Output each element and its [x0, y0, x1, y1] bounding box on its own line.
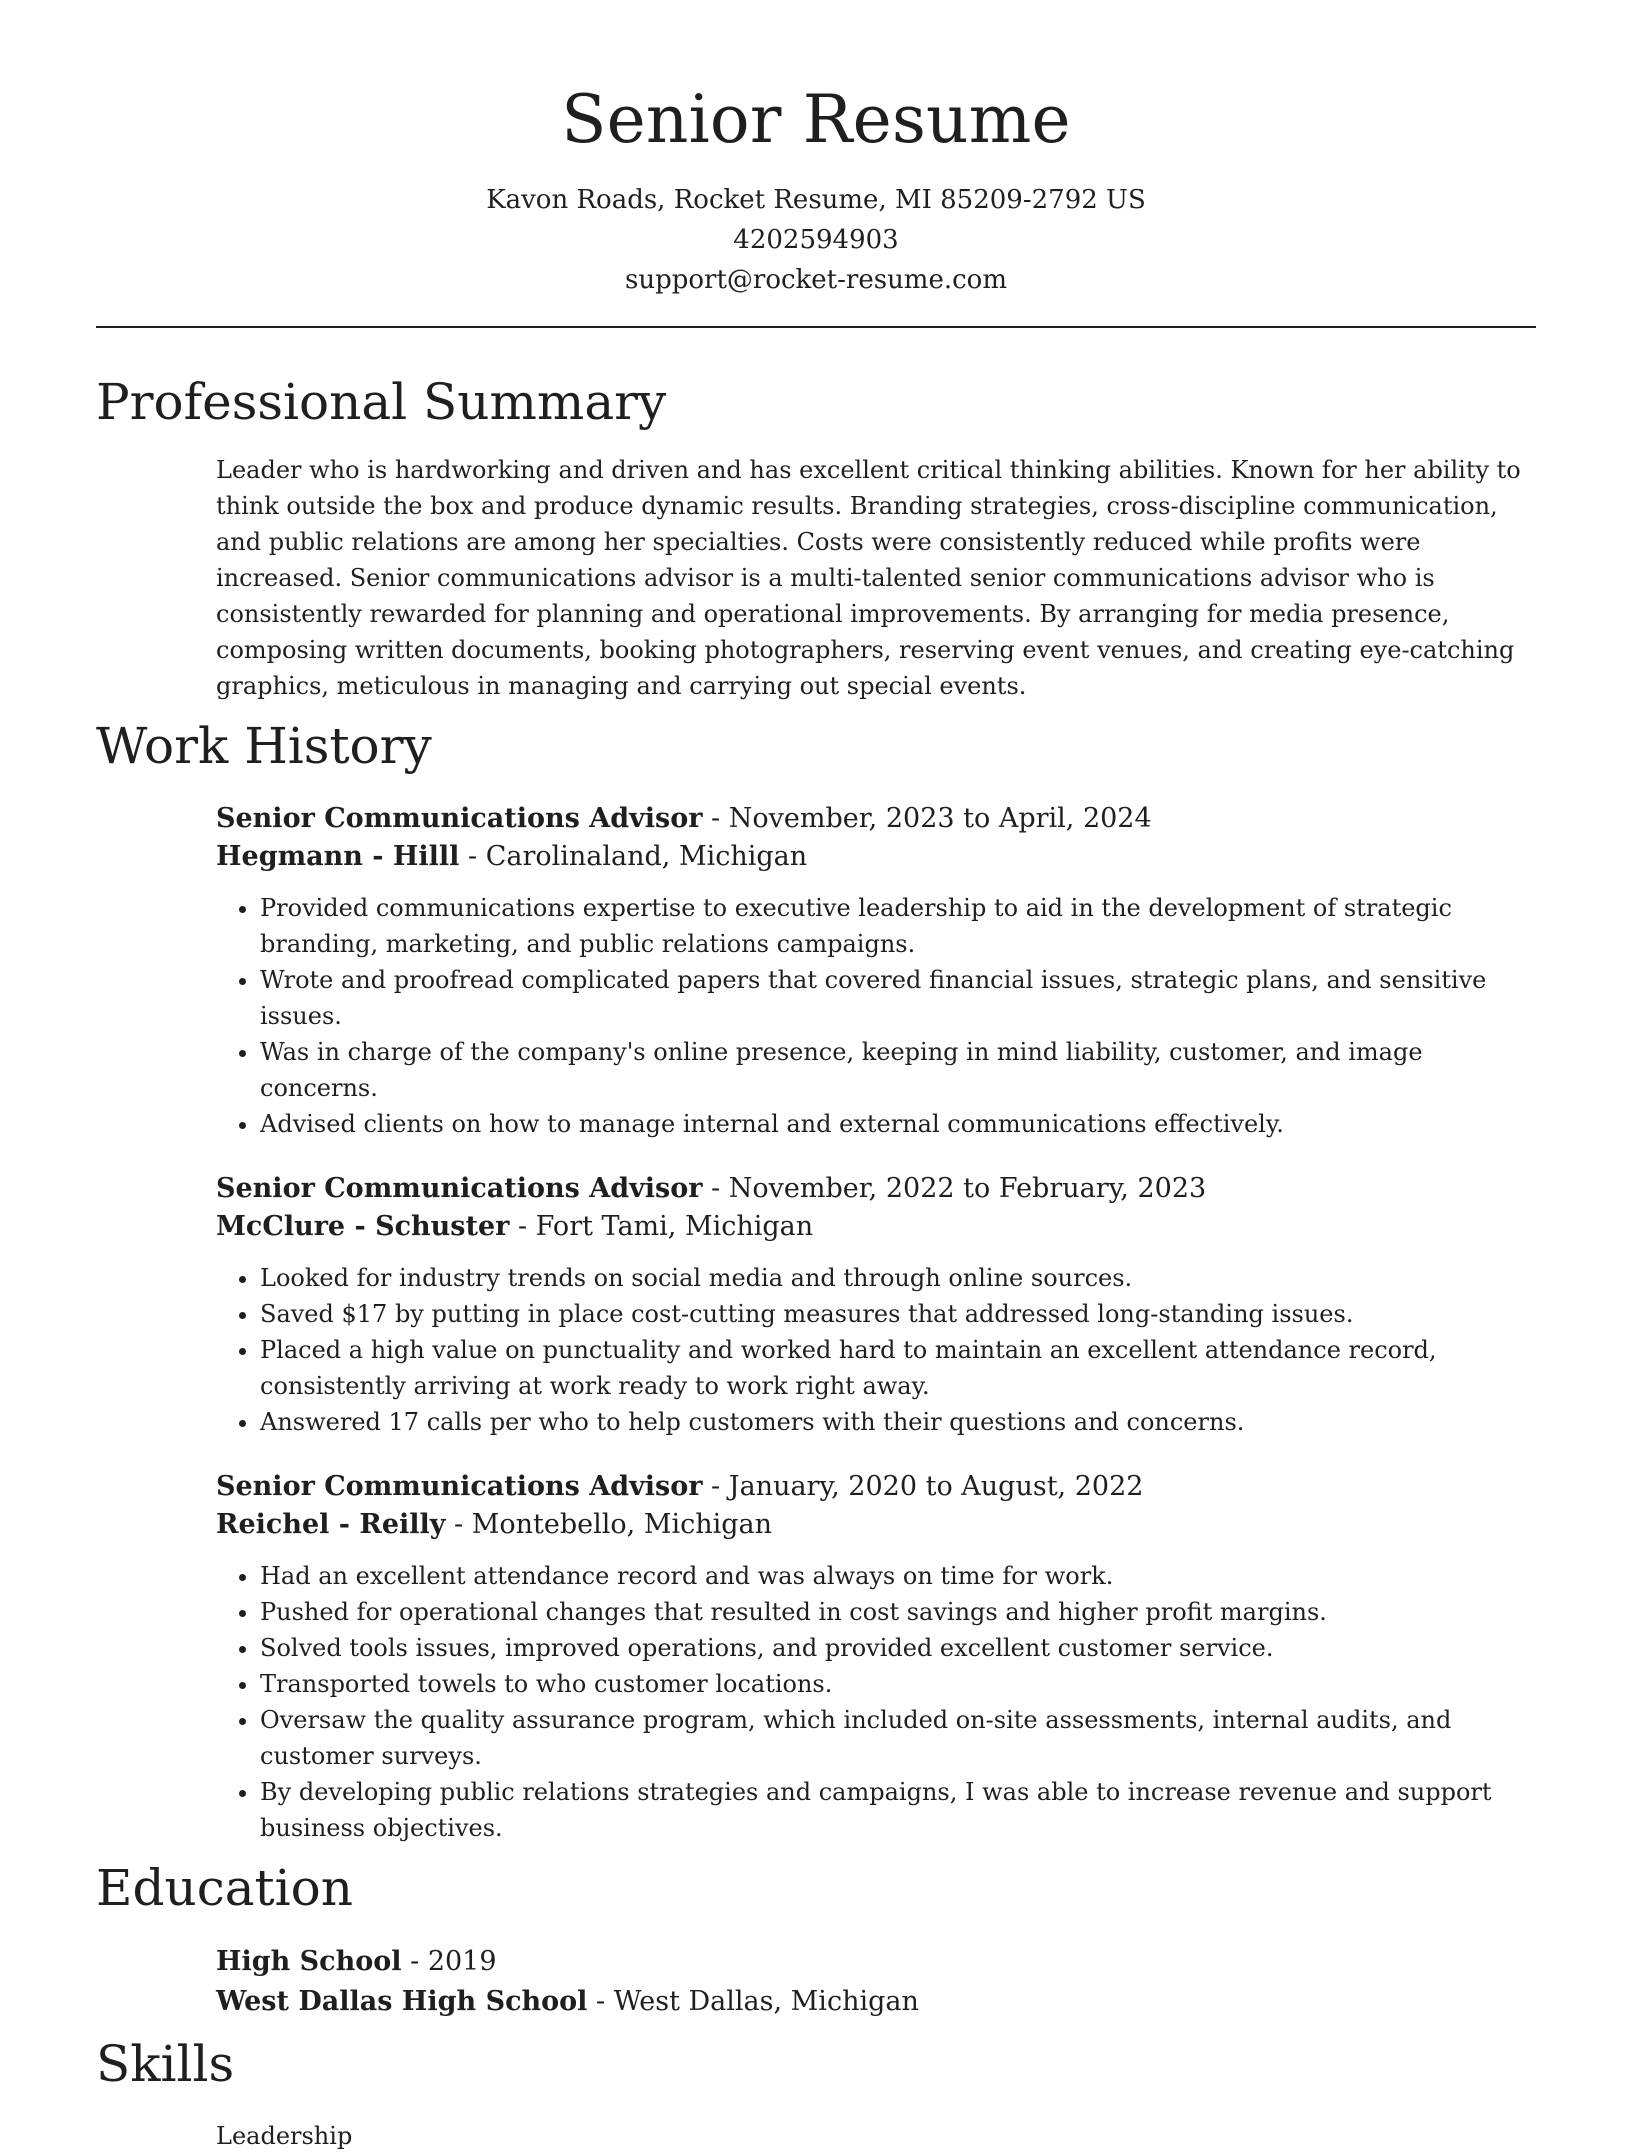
education-school: West Dallas High School: [216, 1985, 588, 2017]
contact-email: support@rocket-resume.com: [624, 264, 1007, 295]
job-position: Senior Communications Advisor: [216, 802, 703, 834]
education-degree-line: [216, 1942, 1536, 1982]
job-bullets: [216, 890, 1536, 1142]
education-heading: Education: [96, 1858, 353, 1917]
job-location: - Fort Tami, Michigan: [509, 1210, 814, 1242]
education-degree: High School: [216, 1945, 402, 1977]
work-history-section: [96, 716, 1536, 1846]
work-history-heading: Work History: [96, 716, 432, 775]
job-bullet: • Provided communications expertise to executive leadership to aid in the development of strategic branding, marketing, and public relations campaigns.: [260, 890, 1536, 962]
job-title-line: [216, 800, 1536, 838]
contact-info: [96, 180, 1536, 300]
summary-heading: Professional Summary: [96, 372, 667, 431]
skill-item: Leadership: [216, 2121, 353, 2150]
job-company: Reichel - Reilly: [216, 1508, 446, 1540]
job-company: Hegmann - Hilll: [216, 840, 460, 872]
job-bullet: • Transported towels to who customer locations.: [260, 1666, 1536, 1702]
job-entry: [96, 1468, 1536, 1846]
job-bullet: • Oversaw the quality assurance program, which included on-site assessments, internal audits, and customer surveys.: [260, 1702, 1536, 1774]
job-location: - Carolinaland, Michigan: [459, 840, 808, 872]
job-bullets: [216, 1558, 1536, 1846]
education-year: - 2019: [401, 1945, 497, 1977]
job-entry: [96, 1170, 1536, 1440]
skills-section: [96, 2034, 1536, 2154]
education-location: - West Dallas, Michigan: [587, 1985, 919, 2017]
job-location: - Montebello, Michigan: [445, 1508, 773, 1540]
job-bullet: • Saved $17 by putting in place cost-cutting measures that addressed long-standing issues.: [260, 1296, 1536, 1332]
job-entry: [96, 800, 1536, 1142]
job-bullet: • Pushed for operational changes that resulted in cost savings and higher profit margins.: [260, 1594, 1536, 1630]
contact-phone: 4202594903: [733, 224, 899, 255]
professional-summary-section: [96, 372, 1536, 704]
job-bullet: • Looked for industry trends on social media and through online sources.: [260, 1260, 1536, 1296]
job-title-line: [216, 1170, 1536, 1208]
job-dates: - January, 2020 to August, 2022: [702, 1470, 1144, 1502]
job-bullet: • Wrote and proofread complicated papers that covered financial issues, strategic plans, and sensitive issues.: [260, 962, 1536, 1034]
job-company-line: [216, 1208, 1536, 1246]
job-bullet: • Placed a high value on punctuality and worked hard to maintain an excellent attendance record, consistently arriving at work ready to work right away.: [260, 1332, 1536, 1404]
job-dates: - November, 2023 to April, 2024: [702, 802, 1152, 834]
job-bullet: • Solved tools issues, improved operations, and provided excellent customer service.: [260, 1630, 1536, 1666]
summary-text: Leader who is hardworking and driven and has excellent critical thinking abilities. Known for her ability to think outside the box and produce dynamic results. Branding strategies, cross-discipline communication, and public relations are among her specialties. Costs were consistently reduced while profits were increased. Senior communications advisor is a multi-talented senior communications advisor who is consistently rewarded for planning and operational improvements. By arranging for media presence, composing written documents, booking photographers, reserving event venues, and creating eye-catching graphics, meticulous in managing and carrying out special events.: [216, 455, 1521, 700]
job-bullet: • Advised clients on how to manage internal and external communications effectively.: [260, 1106, 1536, 1142]
job-company: McClure - Schuster: [216, 1210, 510, 1242]
job-title-line: [216, 1468, 1536, 1506]
job-company-line: [216, 1506, 1536, 1544]
contact-address: Kavon Roads, Rocket Resume, MI 85209-2792 US: [486, 184, 1146, 215]
job-bullet: • Answered 17 calls per who to help customers with their questions and concerns.: [260, 1404, 1536, 1440]
job-bullets: [216, 1260, 1536, 1440]
job-position: Senior Communications Advisor: [216, 1470, 703, 1502]
job-bullet: • Had an excellent attendance record and was always on time for work.: [260, 1558, 1536, 1594]
education-school-line: [216, 1982, 1536, 2022]
job-bullet: • Was in charge of the company's online presence, keeping in mind liability, customer, and image concerns.: [260, 1034, 1536, 1106]
education-section: [96, 1858, 1536, 2022]
job-company-line: [216, 838, 1536, 876]
resume-header: [96, 0, 1536, 300]
skills-heading: Skills: [96, 2034, 235, 2093]
education-entry: [96, 1942, 1536, 2022]
resume-name: Senior Resume: [561, 81, 1071, 158]
job-position: Senior Communications Advisor: [216, 1172, 703, 1204]
header-divider: [96, 326, 1536, 328]
job-bullet: • By developing public relations strategies and campaigns, I was able to increase revenue and support business objectives.: [260, 1774, 1536, 1846]
job-dates: - November, 2022 to February, 2023: [702, 1172, 1207, 1204]
